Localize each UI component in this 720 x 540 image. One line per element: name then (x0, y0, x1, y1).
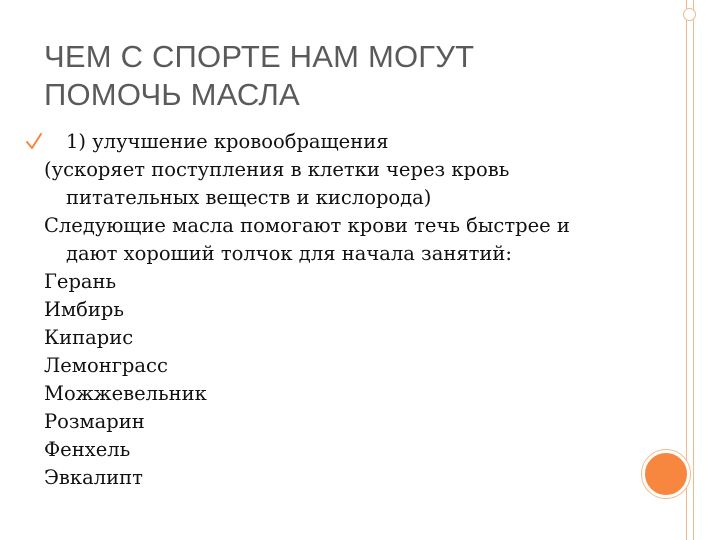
oil-item: Кипарис (44, 326, 134, 349)
decorative-rail (686, 0, 694, 540)
body-line: (ускоряет поступления в клетки через кровь (44, 158, 510, 181)
bullet-text: 1) улучшение кровообращения (66, 130, 389, 153)
oil-item: Имбирь (44, 298, 125, 321)
oil-item: Эвкалипт (44, 466, 143, 489)
bullet-item (44, 128, 644, 156)
checkmark-icon (24, 130, 44, 152)
decorative-circle-large (642, 450, 690, 498)
oil-item: Лемонграсс (44, 354, 168, 377)
title-line-1: ЧЕМ С СПОРТЕ НАМ МОГУТ (44, 39, 475, 74)
decorative-circle-small (683, 8, 696, 21)
oil-item: Герань (44, 270, 117, 293)
slide-body (44, 128, 644, 492)
body-line: питательных веществ и кислорода) (66, 186, 432, 209)
body-line: дают хороший толчок для начала занятий: (66, 242, 512, 265)
title-line-2: ПОМОЧЬ МАСЛА (44, 77, 300, 112)
oil-item: Розмарин (44, 410, 145, 433)
oil-item: Фенхель (44, 438, 131, 461)
slide-title (44, 38, 644, 114)
oil-item: Можжевельник (44, 382, 207, 405)
body-line: Следующие масла помогают крови течь быстрее и (44, 214, 570, 237)
